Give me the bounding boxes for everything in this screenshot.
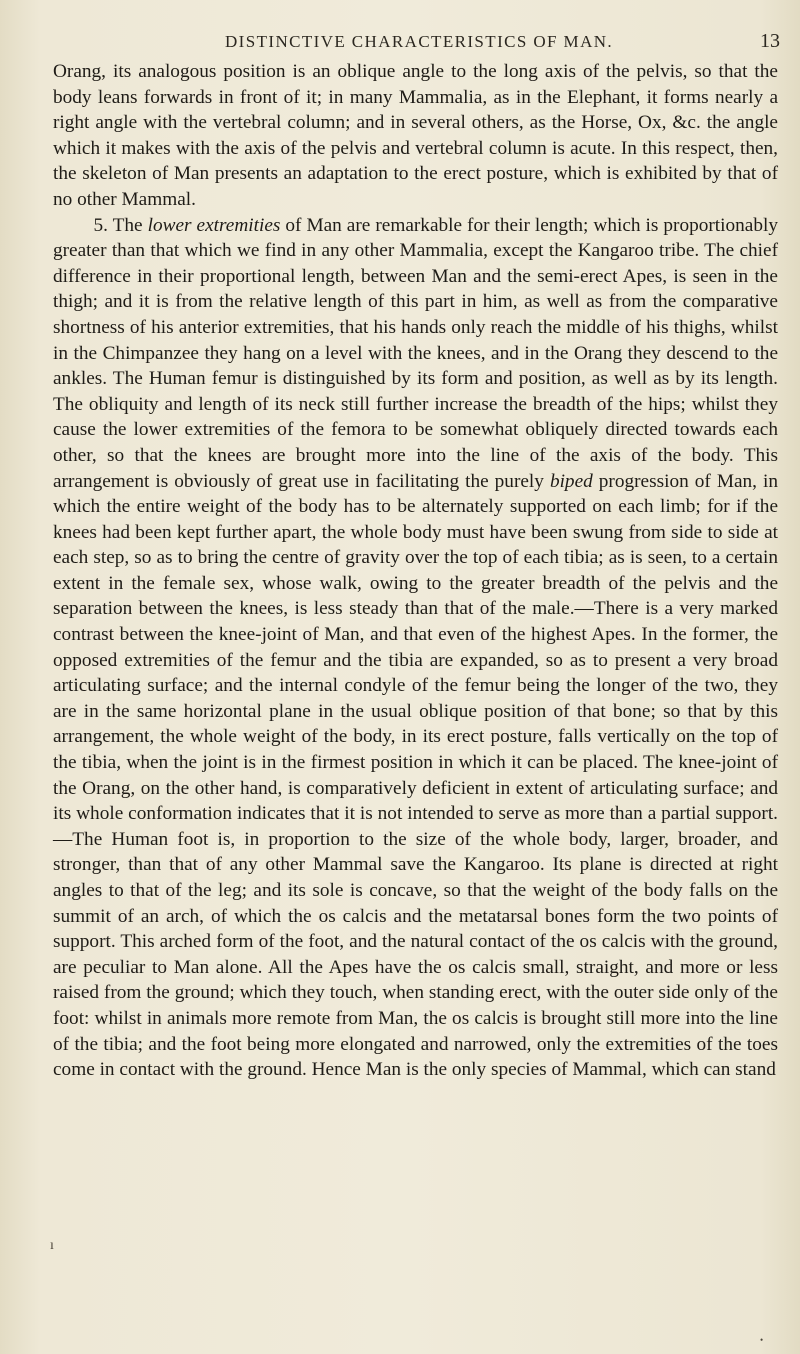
margin-speck: ı <box>50 1238 54 1253</box>
running-head <box>0 30 800 60</box>
paragraph-5-text-a: of Man are remarkable for their length; which is proportionably greater than that which we find in any other Mammalia, except the Kangaroo tribe. The chief difference in their proportional length, between Man and the semi-erect Apes, is seen in the thigh; and it is from the relative length of this part in him, as well as from the comparative shortness of his anterior extremities, that his hands only reach the middle of his thighs, whilst in the Chimpanzee they hang on a level with the knees, and in the Orang they descend to the ankles. The Human femur is distinguished by its form and position, as well as by its length. The obliquity and length of its neck still further increase the breadth of the hips; whilst they cause the lower extremities of the femora to be somewhat obliquely directed towards each other, so that the knees are brought more into the line of the axis of the body. This arrangement is obviously of great use in facilitating the purely <box>53 214 778 492</box>
term-lower-extremities: lower extremities <box>147 214 281 236</box>
running-title: DISTINCTIVE CHARACTERISTICS OF MAN. <box>225 32 614 51</box>
body-text <box>53 59 778 1083</box>
paragraph-5-text-b: progression of Man, in which the entire weight of the body has to be alternately supported on each limb; for if the knees had been kept further apart, the whole body must have been swung from side to side at each step, so as to bring the centre of gravity over the top of each tibia; as is seen, to a certain extent in the female sex, whose walk, owing to the greater breadth of the pelvis and the separation between the knees, is less steady than that of the male.—There is a very marked contrast between the knee-joint of Man, and that even of the highest Apes. In the former, the opposed extremities of the femur and the tibia are expanded, so as to present a very broad articulating surface; and the internal condyle of the femur being the longer of the two, they are in the same horizontal plane in the usual oblique position of that bone; so that by this arrangement, the whole weight of the body, in its erect posture, falls vertically on the top of the tibia, when the joint is in the firmest position in which it can be placed. The knee-joint of the Orang, on the other hand, is comparatively deficient in extent of articulating surface; and its whole conformation indicates that it is not intended to serve as more than a partial support.—The Human foot is, in proportion to the size of the whole body, larger, broader, and stronger, than that of any other Mammal save the Kangaroo. Its plane is directed at right angles to that of the leg; and its sole is concave, so that the weight of the body falls on the summit of an arch, of which the os calcis and the metatarsal bones form the two points of support. This arched form of the foot, and the natural contact of the os calcis with the ground, are peculiar to Man alone. All the Apes have the os calcis small, straight, and more or less raised from the ground; which they touch, when standing erect, with the outer side only of the foot: whilst in animals more remote from Man, the os calcis is brought still more into the line of the tibia; and the foot being more elongated and narrowed, only the extremities of the toes come in contact with the ground. Hence Man is the only species of Mammal, which can stand <box>53 470 778 1081</box>
paragraph-5-number: 5. The <box>93 214 148 236</box>
paragraph-continued: Orang, its analogous position is an oblique angle to the long axis of the pelvis, so that the body leans forwards in front of it; in many Mammalia, as in the Elephant, it forms nearly a right angle with the vertebral column; and in several others, as the Horse, Ox, &c. the angle which it makes with the axis of the pelvis and vertebral column is acute. In this respect, then, the skeleton of Man presents an adaptation to the erect posture, which is exhibited by that of no other Mammal. <box>53 61 778 210</box>
term-biped: biped <box>549 470 593 492</box>
page-number: 13 <box>760 30 780 52</box>
margin-speck: • <box>760 1335 764 1345</box>
paragraph-5 <box>53 213 778 1083</box>
